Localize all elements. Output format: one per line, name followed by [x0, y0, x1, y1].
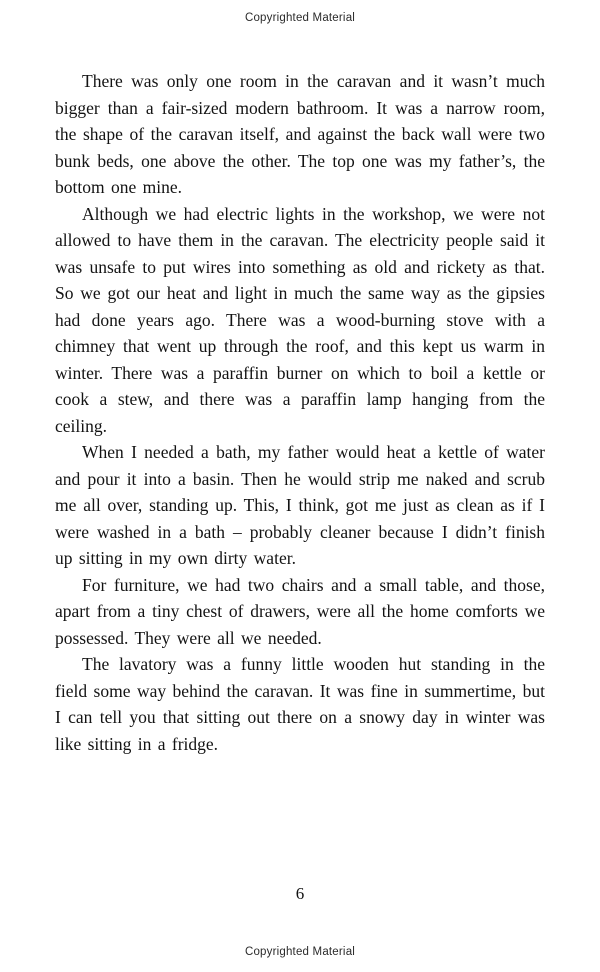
paragraph: Although we had electric lights in the workshop, we were not allowed to have them in the caravan. The electricity people said it was unsafe to put wires into something as old and rickety as that. So we got our heat and light in much the same way as the gipsies had done years ago. There was a wood-burning stove with a chimney that went up through the roof, and this kept us warm in winter. There was a paraffin burner on which to boil a kettle or cook a stew, and there was a paraffin lamp hanging from the ceiling. [55, 203, 545, 436]
copyright-notice-bottom: Copyrighted Material [244, 946, 356, 958]
copyright-notice-top: Copyrighted Material [244, 12, 356, 24]
page-number: 6 [295, 884, 305, 903]
paragraph: When I needed a bath, my father would heat a kettle of water and pour it into a basin. Then he would strip me naked and scrub me all over, standing up. This, I think, got me just as clean as if I were washed in a bath – probably cleaner because I didn’t finish up sitting in my own dirty water. [55, 442, 545, 568]
paragraph: The lavatory was a funny little wooden hut standing in the field some way behind the caravan. It was fine in summertime, but I can tell you that sitting out there on a snowy day in winter was like sitting in a fridge. [55, 654, 545, 754]
paragraph: For furniture, we had two chairs and a small table, and those, apart from a tiny chest of drawers, were all the home comforts we possessed. They were all we needed. [55, 574, 545, 648]
paragraph: There was only one room in the caravan and it wasn’t much bigger than a fair-sized modern bathroom. It was a narrow room, the shape of the caravan itself, and against the back wall were two bunk beds, one above the other. The top one was my father’s, the bottom one mine. [55, 71, 545, 197]
body-text [55, 68, 545, 757]
